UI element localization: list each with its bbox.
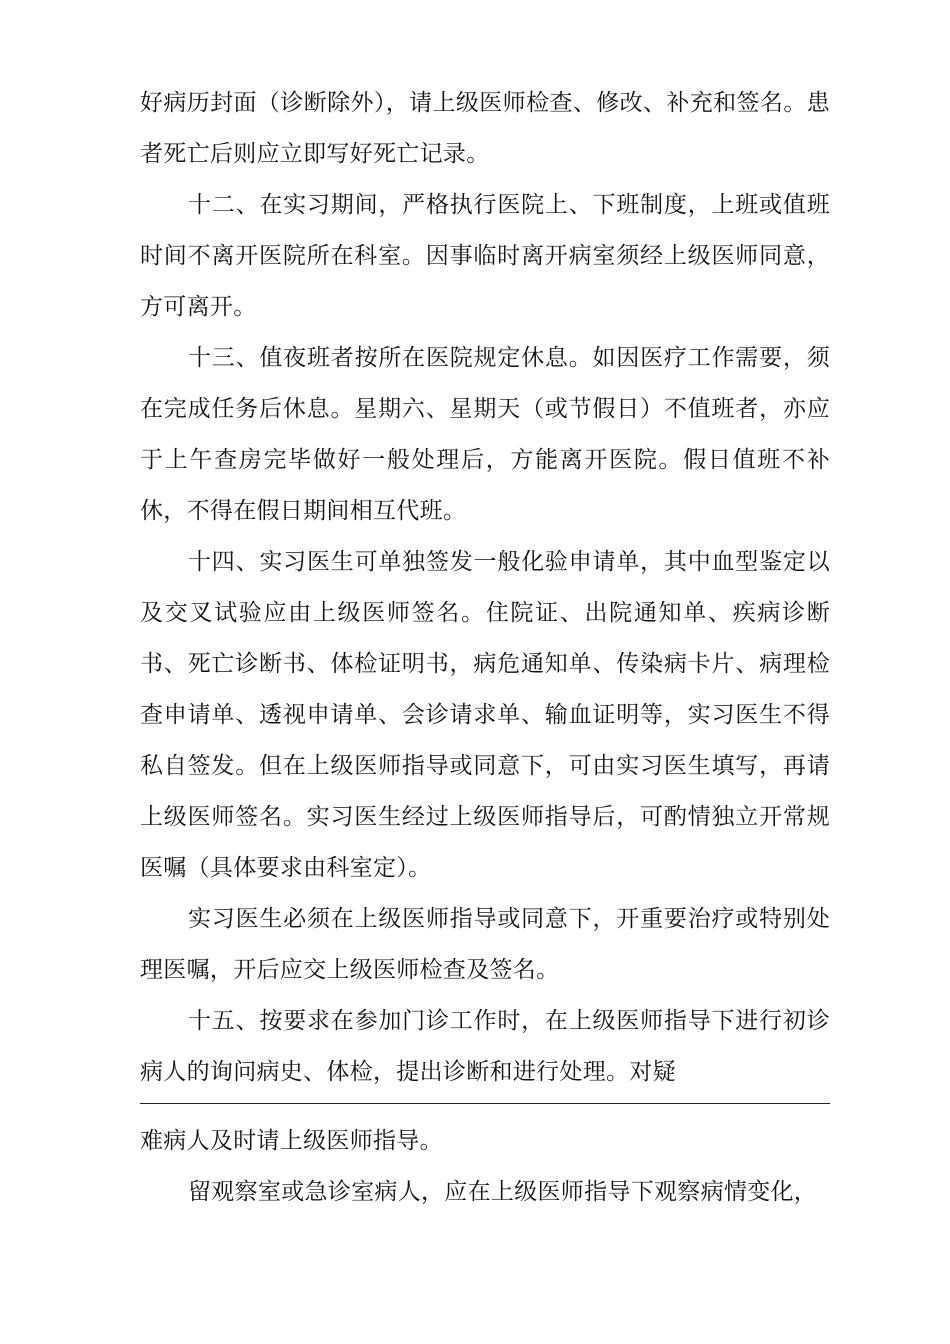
lower-text-block (140, 1116, 830, 1218)
page-divider-line (140, 1103, 830, 1104)
paragraph-observation-room: 留观察室或急诊室病人，应在上级医师指导下观察病情变化， (188, 1179, 818, 1205)
paragraph-difficult-patients: 难病人及时请上级医师指导。 (140, 1128, 443, 1154)
paragraph-medical-record-cover: 好病历封面（诊断除外），请上级医师检查、修改、补充和签名。患者死亡后则应立即写好死亡记录。 (140, 90, 830, 167)
upper-text-block (140, 78, 830, 1098)
paragraph-article-15: 十五、按要求在参加门诊工作时，在上级医师指导下进行初诊病人的询问病史、体检，提出诊断和进行处理。对疑 (140, 1008, 830, 1085)
paragraph-article-14: 十四、实习医生可单独签发一般化验申请单，其中血型鉴定以及交叉试验应由上级医师签名。住院证、出院通知单、疾病诊断书、死亡诊断书、体检证明书，病危通知单、传染病卡片、病理检查申请单、透视申请单、会诊请求单、输血证明等，实习医生不得私自签发。但在上级医师指导或同意下，可由实习医生填写，再请上级医师签名。实习医生经过上级医师指导后，可酌情独立开常规医嘱（具体要求由科室定）。 (140, 549, 830, 881)
document-page (140, 78, 830, 1218)
paragraph-article-12: 十二、在实习期间，严格执行医院上、下班制度，上班或值班时间不离开医院所在科室。因事临时离开病室须经上级医师同意，方可离开。 (140, 192, 830, 320)
paragraph-orders-supervision: 实习医生必须在上级医师指导或同意下，开重要治疗或特别处理医嘱，开后应交上级医师检查及签名。 (140, 906, 830, 983)
paragraph-article-13: 十三、值夜班者按所在医院规定休息。如因医疗工作需要，须在完成任务后休息。星期六、星期天（或节假日）不值班者，亦应于上午查房完毕做好一般处理后，方能离开医院。假日值班不补休，不得在假日期间相互代班。 (140, 345, 830, 524)
